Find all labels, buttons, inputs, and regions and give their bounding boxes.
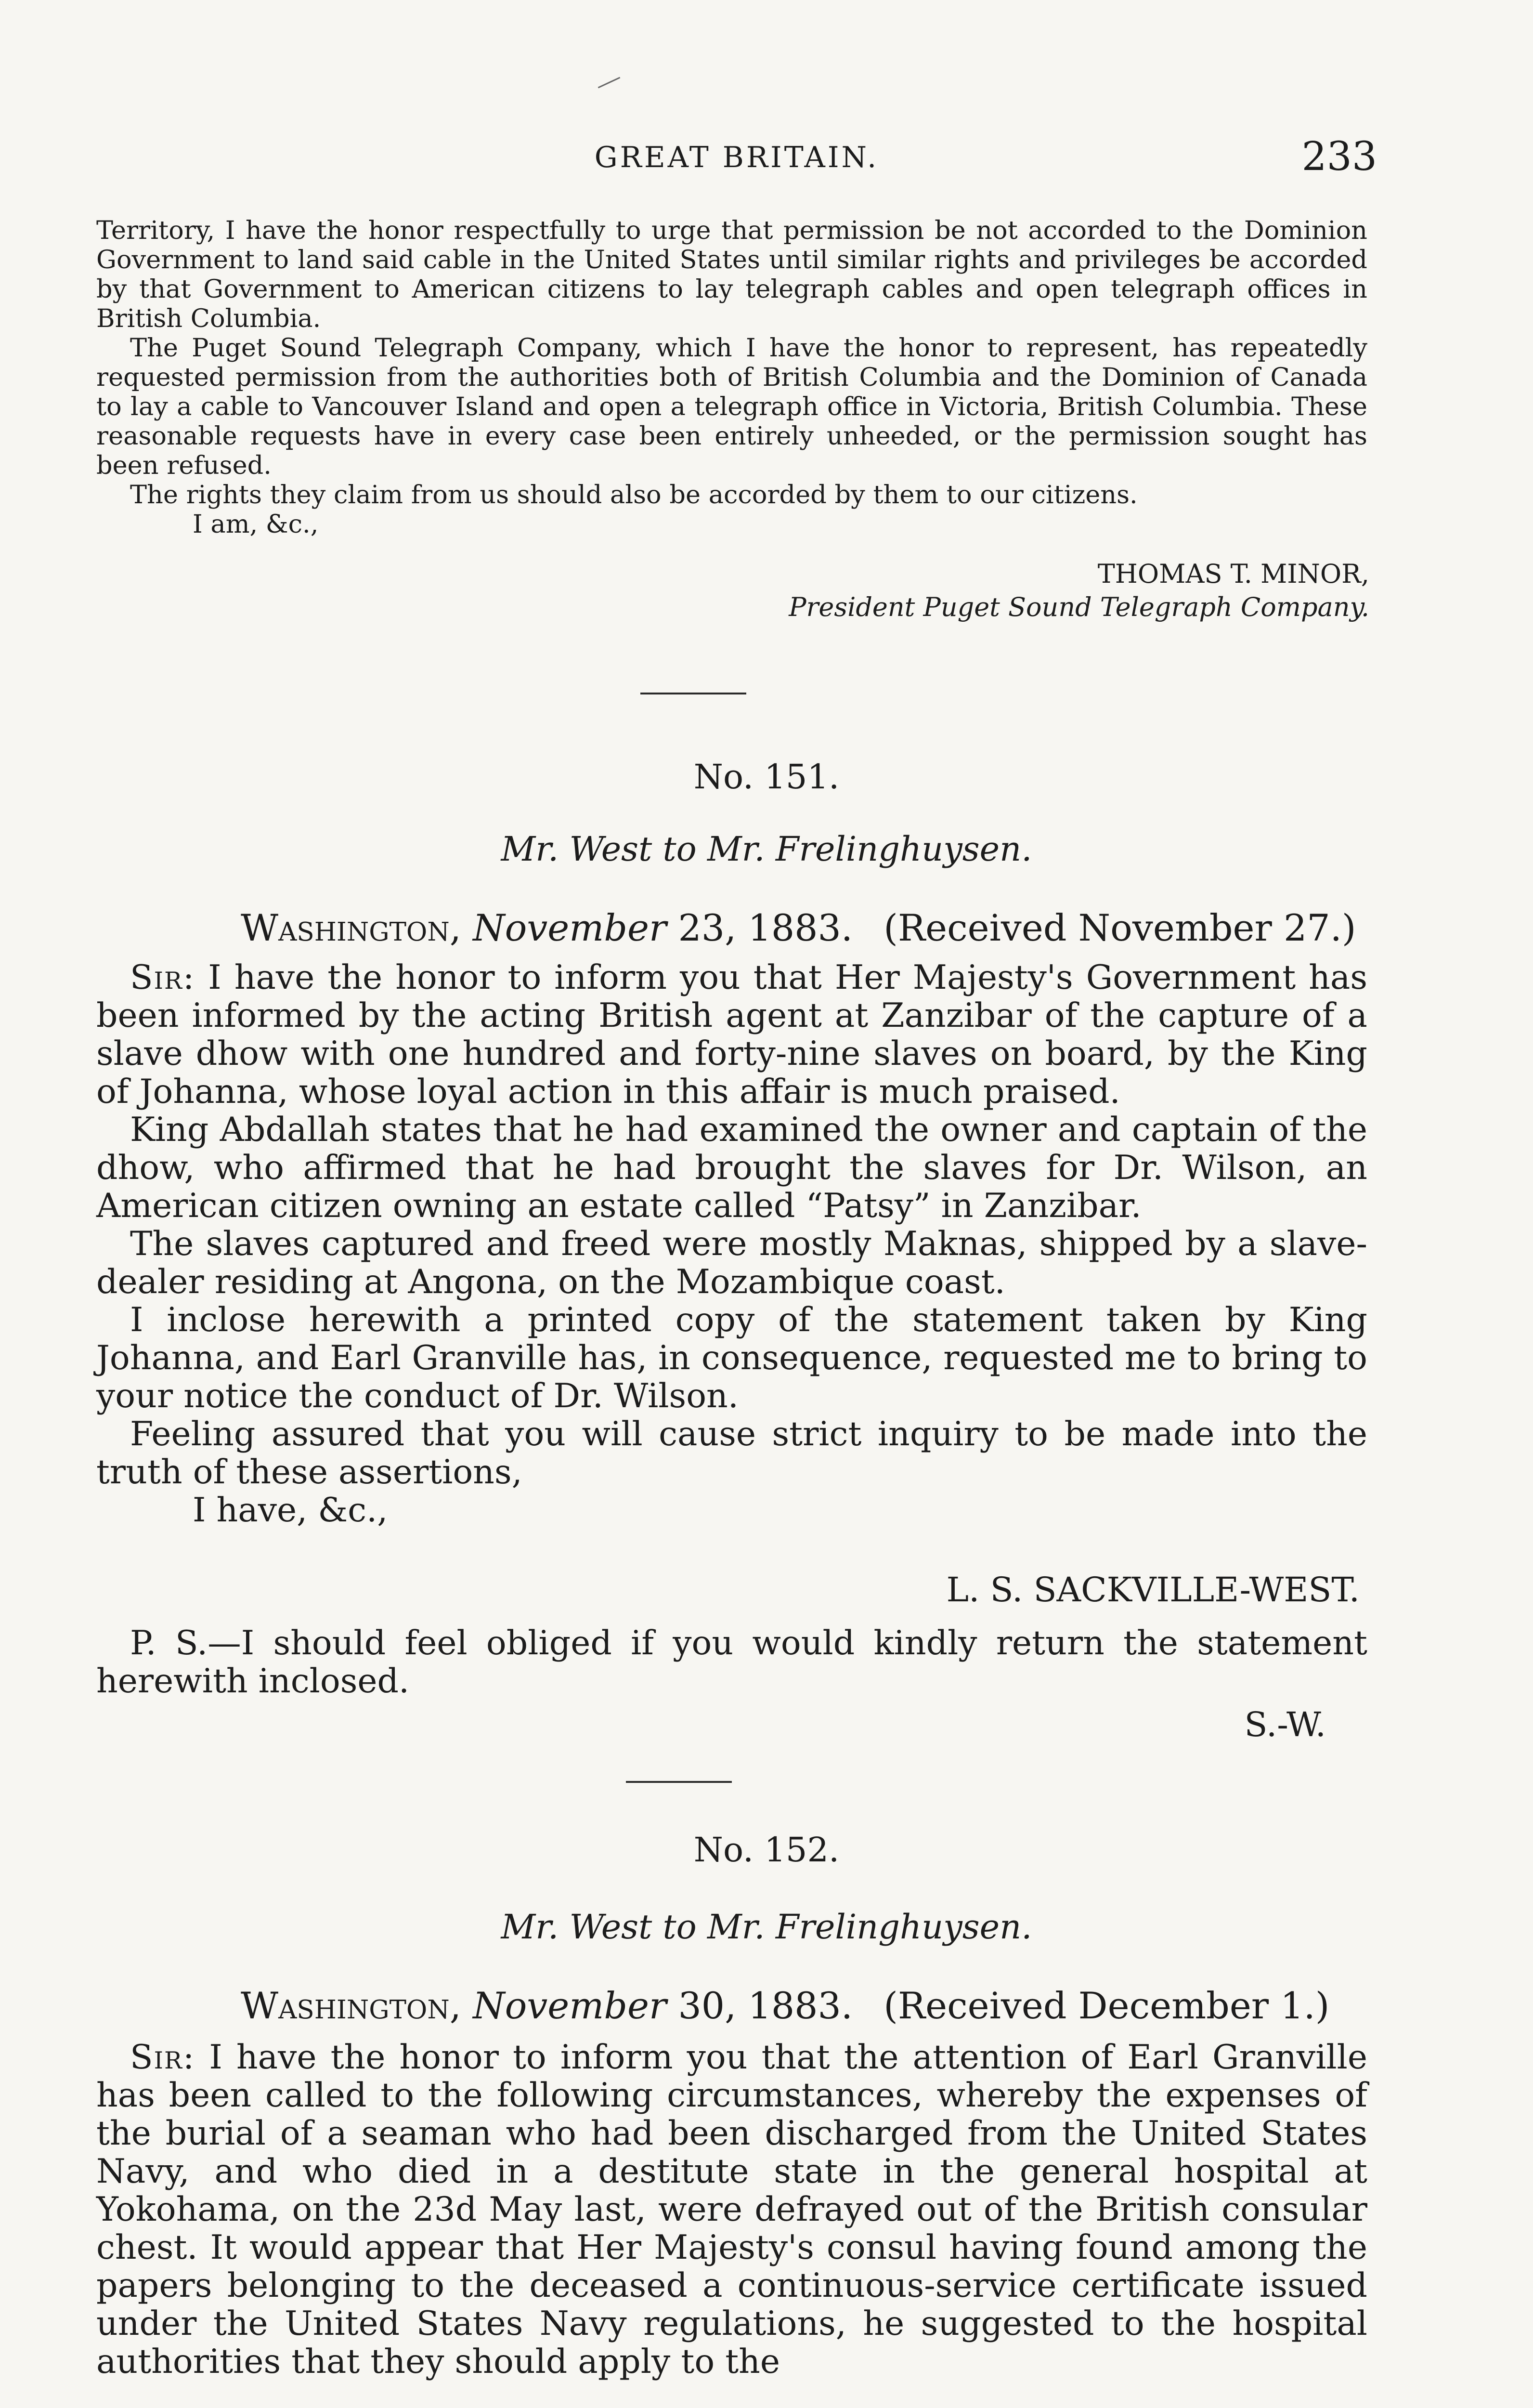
dateline-place: Washington, <box>241 906 461 949</box>
postscript-initials: S.-W. <box>1244 1705 1326 1744</box>
postscript-initials-block <box>1245 1705 1326 1744</box>
paragraph: I have the honor to inform you that the attention of Earl Granville has been called to the following circumstances, whereby the expenses of the burial of a seaman who had been discharged from the United States Navy, and who died in a destitute state in the general hospital at Yokohama, on the 23d May last, were defrayed out of the British consular chest. It would appear that Her Majesty's consul having found among the papers belonging to the deceased a continuous-service certificate issued under the United States Navy regulations, he suggested to the hospital authorities that they should apply to the <box>96 2038 1368 2381</box>
section-divider <box>640 693 746 694</box>
letter-heading: Mr. West to Mr. Frelinghuysen. <box>501 1907 1032 1947</box>
letter-151-body <box>96 958 1367 1529</box>
letter-heading: Mr. West to Mr. Frelinghuysen. <box>501 829 1032 869</box>
dateline-month: November <box>473 906 667 949</box>
postscript <box>96 1624 1367 1700</box>
running-head <box>96 130 1377 183</box>
dateline <box>241 1984 1396 2027</box>
dateline <box>241 906 1396 949</box>
letter-152-body <box>96 2038 1367 2381</box>
margin-mark <box>598 77 621 89</box>
salutation: Sir: <box>130 958 195 997</box>
salutation: Sir: <box>130 2038 195 2077</box>
dateline-received: (Received December 1.) <box>883 1984 1330 2027</box>
paragraph: Territory, I have the honor respectfully to urge that permission be not accorded to the Dominion Government to land said cable in the United States until similar rights and privileges be accorded by that Government to American citizens to lay telegraph cables and open telegraph offices in British Columbia. <box>96 216 1367 333</box>
dateline-month: November <box>473 1984 667 2027</box>
document-number: No. 152. <box>693 1830 840 1870</box>
paragraph: The Puget Sound Telegraph Company, which I have the honor to represent, has repeatedly requested permission from the authorities both of British Columbia and the Dominion of Canada to lay a cable to Vancouver Island and open a telegraph office in Victoria, British Columbia. These reasonable requests have in every case been entirely unheeded, or the permission sought has been refused. <box>96 333 1367 480</box>
signature-block <box>947 1570 1360 1610</box>
running-title: GREAT BRITAIN. <box>594 141 879 174</box>
page-number: 233 <box>1301 134 1377 180</box>
section-divider <box>626 1781 732 1783</box>
signature-name: THOMAS T. MINOR, <box>1097 559 1369 589</box>
dateline-date: 23, 1883. <box>678 906 853 949</box>
signature-block <box>789 559 1369 622</box>
paragraph: King Abdallah states that he had examined the owner and captain of the dhow, who affirmed that he had brought the slaves for Dr. Wilson, an American citizen owning an estate called “Patsy” in Zanzibar. <box>96 1110 1367 1225</box>
paragraph: The slaves captured and freed were mostly Maknas, shipped by a slave-dealer residing at Angona, on the Mozambique coast. <box>96 1224 1367 1301</box>
signature-name: L. S. SACKVILLE-WEST. <box>946 1570 1360 1610</box>
dateline-place: Washington, <box>241 1984 461 2027</box>
document-number: No. 151. <box>693 757 840 797</box>
signature-title: President Puget Sound Telegraph Company. <box>789 592 1369 622</box>
closing: I have, &c., <box>193 1491 388 1530</box>
paragraph: Feeling assured that you will cause strict inquiry to be made into the truth of these assertions, <box>96 1414 1367 1492</box>
closing: I am, &c., <box>193 510 319 539</box>
paragraph: The rights they claim from us should also be accorded by them to our citizens. <box>130 480 1138 510</box>
letter-150-body <box>96 216 1367 539</box>
paragraph: I inclose herewith a printed copy of the statement taken by King Johanna, and Earl Granville has, in consequence, requested me to bring to your notice the conduct of Dr. Wilson. <box>96 1300 1367 1415</box>
paragraph: I have the honor to inform you that Her Majesty's Government has been informed by the acting British agent at Zanzibar of the capture of a slave dhow with one hundred and forty-nine slaves on board, by the King of Johanna, whose loyal action in this affair is much praised. <box>96 958 1368 1111</box>
dateline-date: 30, 1883. <box>678 1984 853 2027</box>
dateline-received: (Received November 27.) <box>883 906 1356 949</box>
postscript-text: P. S.—I should feel obliged if you would kindly return the statement herewith inclosed. <box>96 1623 1367 1701</box>
